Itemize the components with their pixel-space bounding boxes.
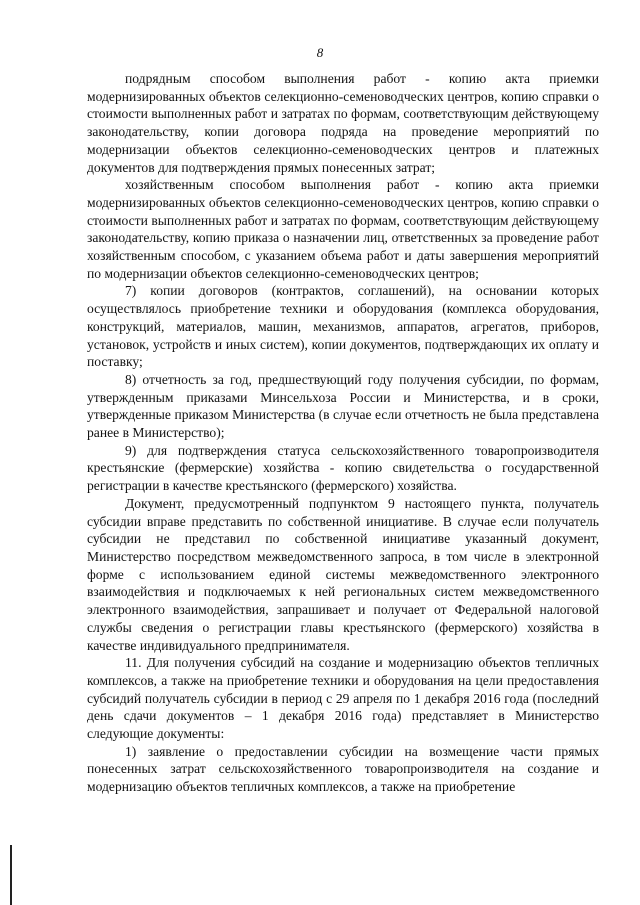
paragraph-item-9: 9) для подтверждения статуса сельскохозяйственного товаропроизводителя крестьянские (фермерские) хозяйства - копию свидетельства о государственной регистрации в качестве крестьянского (фермерского) хозяйства.: [87, 442, 599, 494]
paragraph-item-7: 7) копии договоров (контрактов, соглашений), на основании которых осуществлялось приобретение техники и оборудования (комплекса оборудования, конструкций, материалов, машин, механизмов, аппаратов, агрегатов, приборов, установок, устройств и иных систем), копии документов, подтверждающих их оплату и поставку;: [87, 283, 599, 370]
page-number: 8: [316, 45, 324, 60]
paragraph-note-document: Документ, предусмотренный подпунктом 9 настоящего пункта, получатель субсидии вправе представить по собственной инициативе. В случае если получатель субсидии не представил по собственной инициативе указанный документ, Министерство посредством межведомственного запроса, в том числе в электронной форме с использованием единой системы межведомственного электронного взаимодействия и подключаемых к ней региональных систем межведомственного электронного взаимодействия, запрашивает и получает от Федеральной налоговой службы сведения о регистрации главы крестьянского (фермерского) хозяйства в качестве индивидуального предпринимателя.: [87, 495, 599, 653]
paragraph-contractor-method: подрядным способом выполнения работ - копию акта приемки модернизированных объектов селекционно-семеноводческих центров, копию справки о стоимости выполненных работ и затратах по формам, соответствующим действующему законодательству, копии договора подряда на проведение мероприятий по модернизации объектов селекционно-семеноводческих центров и платежных документов для подтверждения прямых понесенных затрат;: [87, 71, 599, 175]
document-body: [87, 70, 599, 796]
paragraph-item-1: 1) заявление о предоставлении субсидии на возмещение части прямых понесенных затрат сельскохозяйственного товаропроизводителя на создание и модернизацию объектов тепличных комплексов, а также на приобретение: [87, 743, 599, 795]
paragraph-section-11: 11. Для получения субсидий на создание и модернизацию объектов тепличных комплексов, а также на приобретение техники и оборудования на цели предоставления субсидий получатель субсидии в период с 29 апреля по 1 декабря 2016 года (последний день сдачи документов – 1 декабря 2016 года) представляет в Министерство следующие документы:: [87, 655, 599, 742]
paragraph-item-8: 8) отчетность за год, предшествующий году получения субсидии, по формам, утвержденным приказами Минсельхоза России и Министерства, и в сроки, утвержденные приказом Министерства (в случае если отчетность не была представлена ранее в Министерство);: [87, 371, 599, 441]
paragraph-own-method: хозяйственным способом выполнения работ - копию акта приемки модернизированных объектов селекционно-семеноводческих центров, копию справки о стоимости выполненных работ и затратах по формам, соответствующим действующему законодательству, копию приказа о назначении лиц, ответственных за проведение работ хозяйственным способом, с указанием объема работ и даты завершения мероприятий по модернизации объектов селекционно-семеноводческих центров;: [87, 177, 599, 281]
scan-edge-line: [10, 845, 12, 905]
